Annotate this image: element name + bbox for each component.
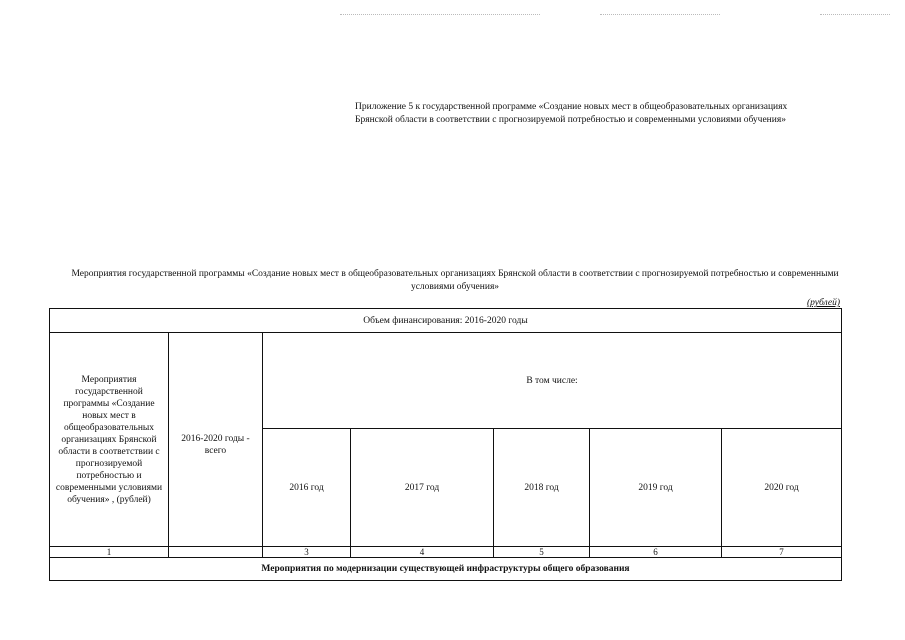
scan-dots (820, 14, 890, 16)
document-title: Мероприятия государственной программы «Создание новых мест в общеобразовательных организациях Брянской области в соответствии с прогнозируемой потребностью и современными условиями обучения» (71, 269, 839, 292)
column-number: 7 (722, 547, 842, 558)
total-column-header: 2016-2020 годы - всего (169, 333, 263, 547)
section-title: Мероприятия по модернизации существующей инфраструктуры общего образования (50, 558, 842, 581)
column-number: 1 (50, 547, 169, 558)
year-header-2016: 2016 год (263, 429, 351, 547)
year-header-2019: 2019 год (590, 429, 722, 547)
units-label: (рублей) (806, 298, 840, 308)
column-number (169, 547, 263, 558)
financing-table (49, 308, 842, 581)
column-number: 6 (590, 547, 722, 558)
column-number: 4 (351, 547, 494, 558)
including-header: В том числе: (263, 333, 842, 429)
year-header-2017: 2017 год (351, 429, 494, 547)
year-header-2018: 2018 год (494, 429, 590, 547)
column-number: 5 (494, 547, 590, 558)
column-number: 3 (263, 547, 351, 558)
year-header-2020: 2020 год (722, 429, 842, 547)
scan-dots (600, 14, 720, 16)
measures-column-header: Мероприятия государственной программы «Создание новых мест в общеобразовательных организациях Брянской области в соответствии с прогнозируемой потребностью и современными условиями обучения» , (рублей) (50, 333, 169, 547)
scan-dots (340, 14, 540, 16)
annex-note: Приложение 5 к государственной программе «Создание новых мест в общеобразовательных организациях Брянской области в соответствии с прогнозируемой потребностью и современными условиями обучения» (355, 102, 788, 125)
financing-header: Объем финансирования: 2016-2020 годы (50, 309, 842, 333)
